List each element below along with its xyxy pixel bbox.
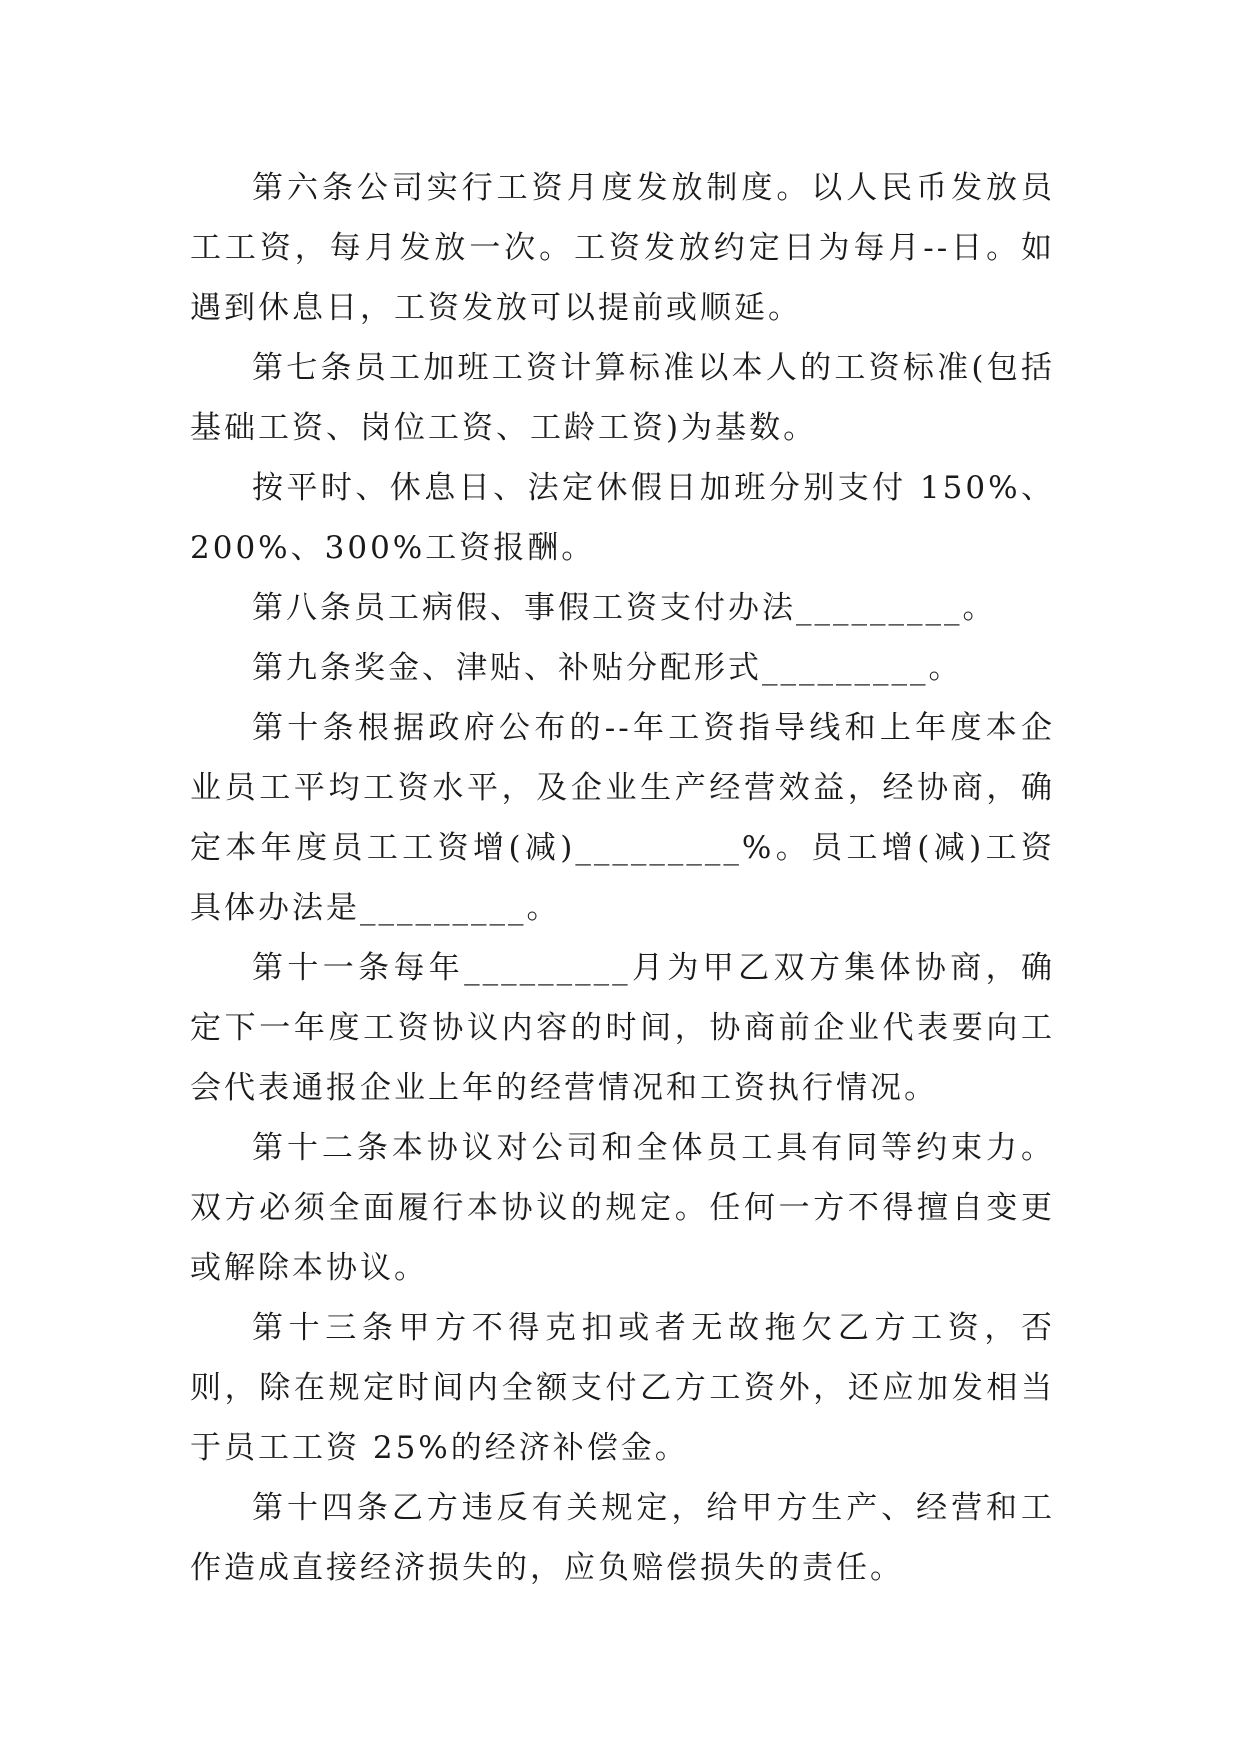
article-9-paragraph: 第九条奖金、津贴、补贴分配形式_________。 [252, 650, 963, 686]
article-12-paragraph: 第十二条本协议对公司和全体员工具有同等约束力。双方必须全面履行本协议的规定。任何一方不得擅自变更或解除本协议。 [190, 1130, 1055, 1286]
article-11-paragraph: 第十一条每年_________月为甲乙双方集体协商，确定下一年度工资协议内容的时间，协商前企业代表要向工会代表通报企业上年的经营情况和工资执行情况。 [190, 950, 1055, 1106]
article-6-paragraph: 第六条公司实行工资月度发放制度。以人民币发放员工工资，每月发放一次。工资发放约定日为每月--日。如遇到休息日，工资发放可以提前或顺延。 [190, 170, 1055, 326]
overtime-rate-paragraph: 按平时、休息日、法定休假日加班分别支付 150%、200%、300%工资报酬。 [190, 470, 1055, 566]
article-13-paragraph: 第十三条甲方不得克扣或者无故拖欠乙方工资，否则，除在规定时间内全额支付乙方工资外，还应加发相当于员工工资 25%的经济补偿金。 [190, 1310, 1055, 1466]
article-10-paragraph: 第十条根据政府公布的--年工资指导线和上年度本企业员工平均工资水平，及企业生产经营效益，经协商，确定本年度员工工资增(减)_________%。员工增(减)工资具体办法是_________。 [190, 710, 1055, 926]
article-8-paragraph: 第八条员工病假、事假工资支付办法_________。 [252, 590, 997, 626]
article-14-paragraph: 第十四条乙方违反有关规定，给甲方生产、经营和工作造成直接经济损失的，应负赔偿损失的责任。 [190, 1490, 1055, 1586]
article-7-paragraph: 第七条员工加班工资计算标准以本人的工资标准(包括基础工资、岗位工资、工龄工资)为基数。 [190, 350, 1055, 446]
document-body [190, 158, 1055, 1598]
